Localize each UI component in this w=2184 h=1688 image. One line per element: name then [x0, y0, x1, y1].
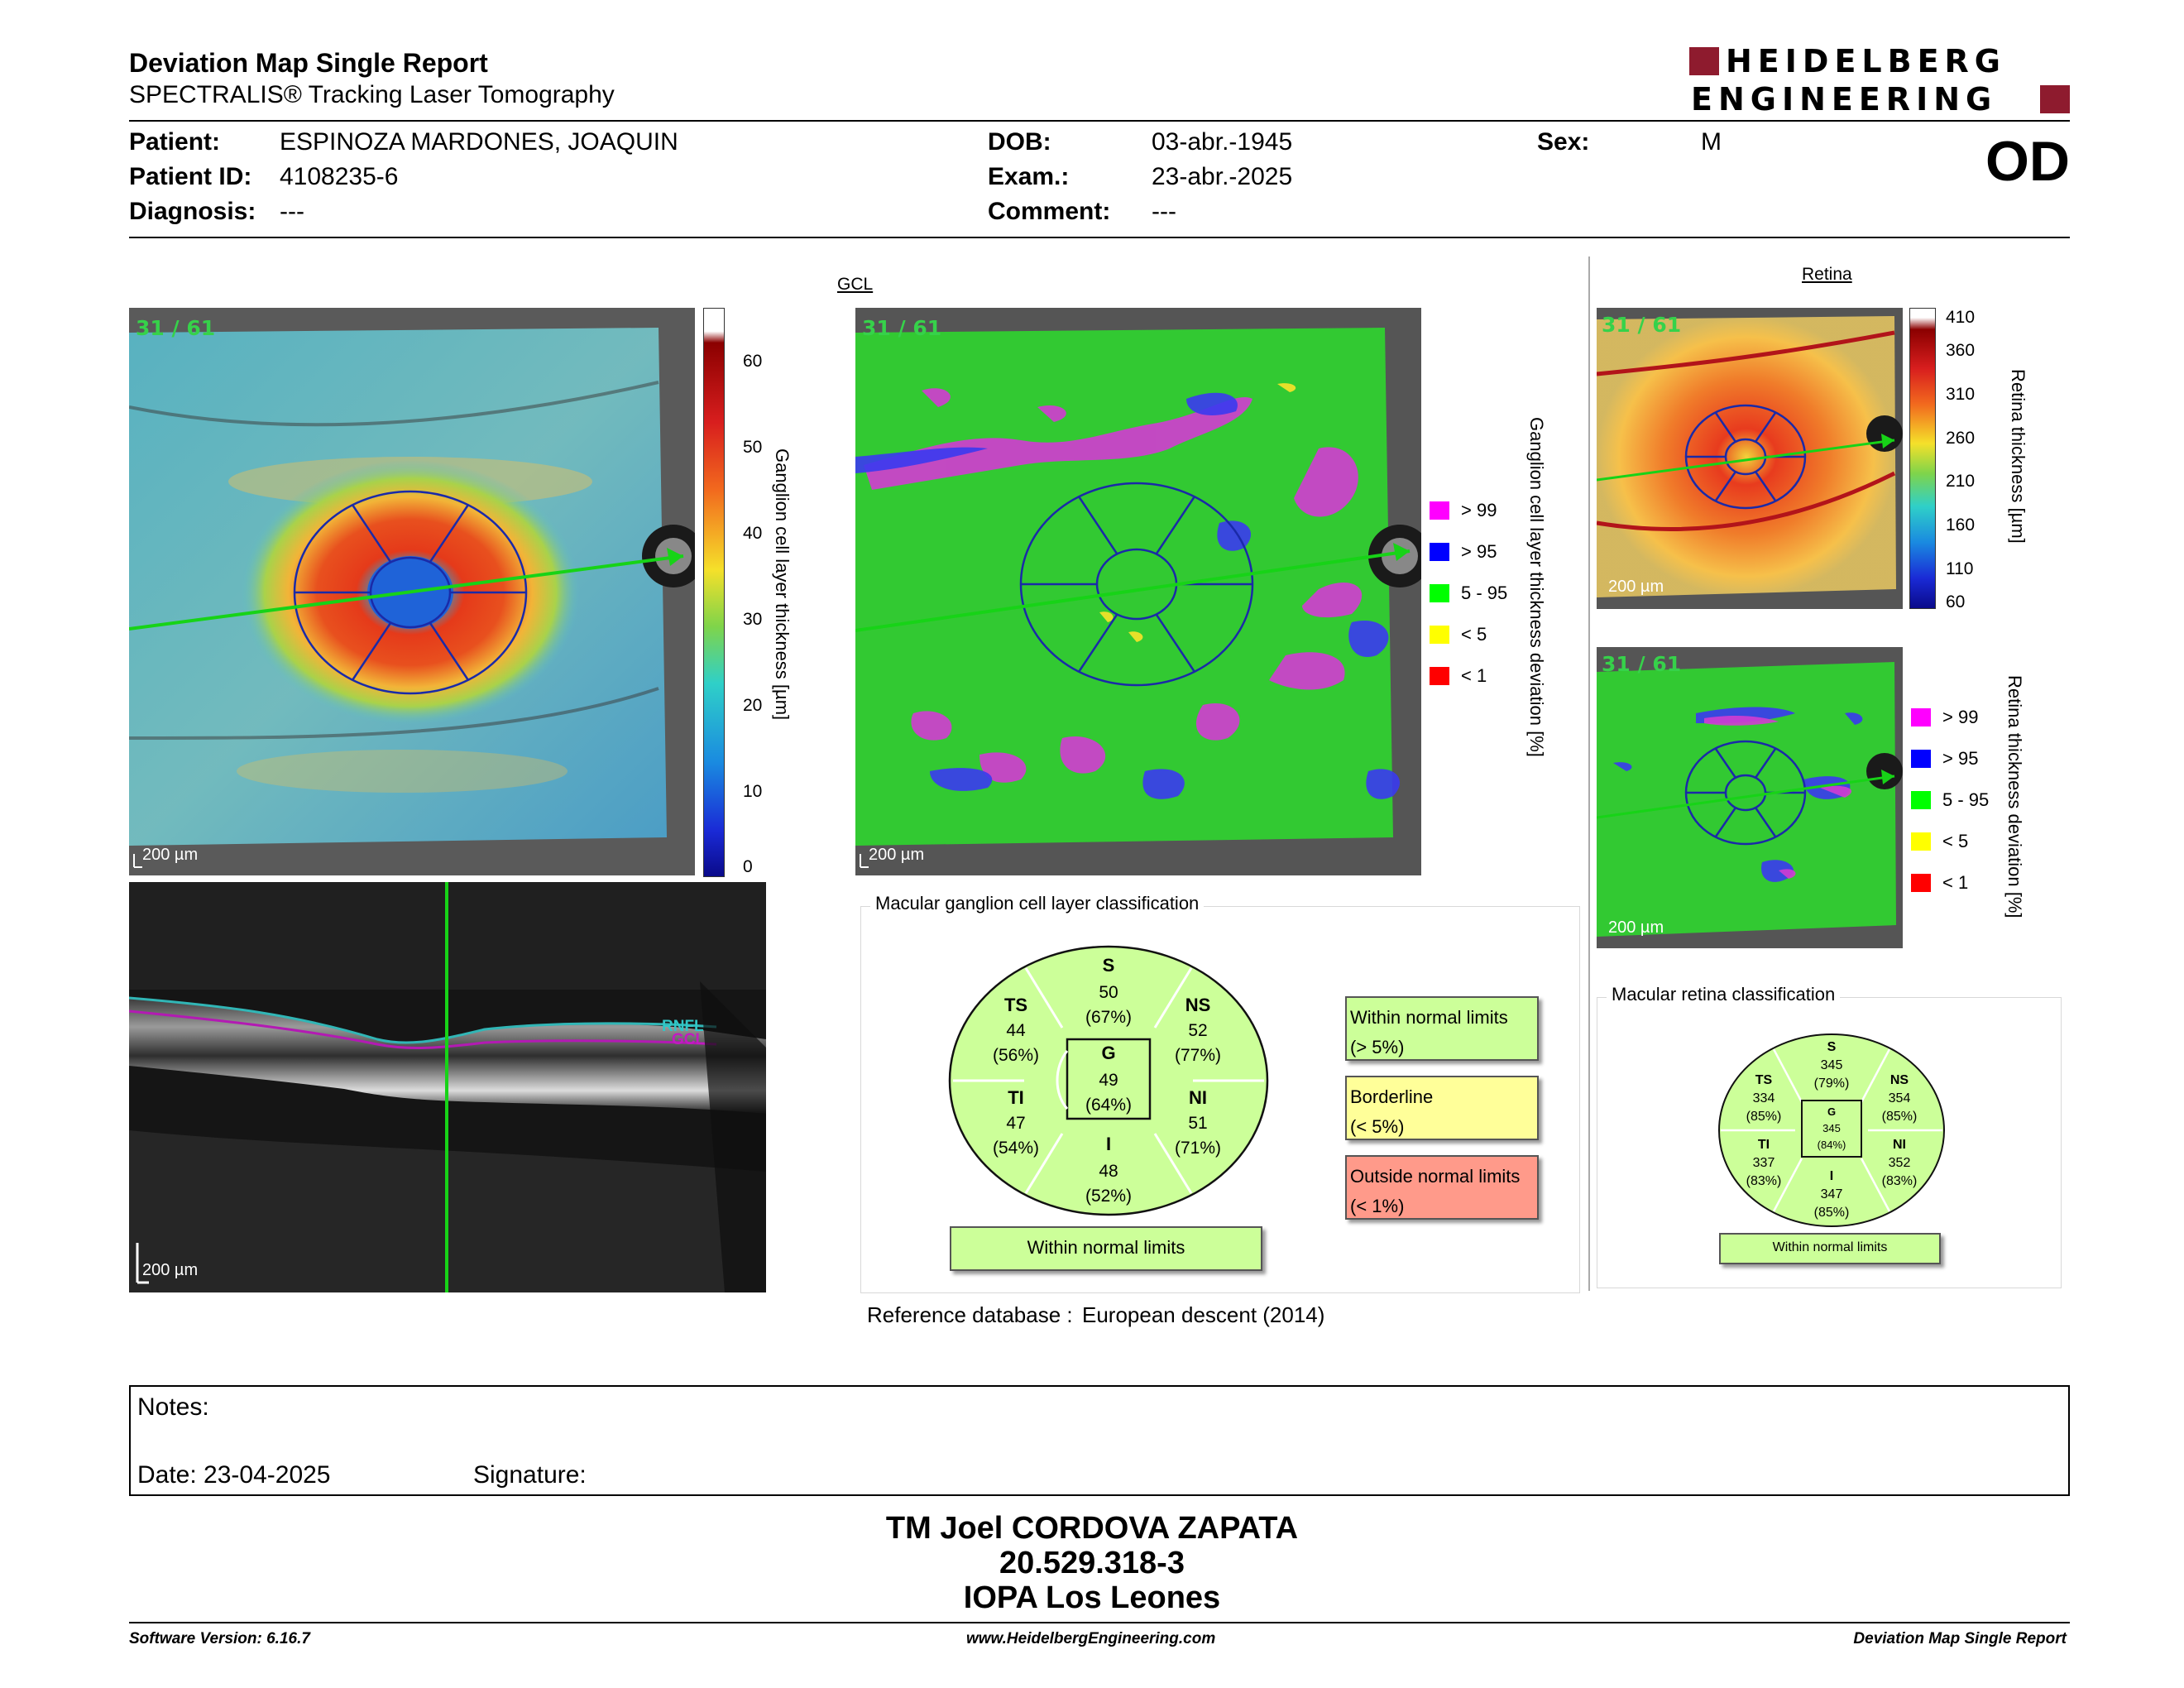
- ret-sector-ns-value: 354: [1888, 1091, 1911, 1105]
- retina-deviation-legend-label: < 1: [1942, 872, 1969, 893]
- gcl-tick: 10: [743, 782, 763, 801]
- sex-value: M: [1701, 128, 1722, 156]
- report-title: Deviation Map Single Report: [129, 48, 488, 78]
- gcl-deviation-legend-label: 5 - 95: [1461, 583, 1508, 603]
- ret-sector-ns-pct: (85%): [1881, 1110, 1918, 1124]
- eye-indicator: OD: [1985, 130, 2070, 193]
- gcl-deviation-legend-label: > 95: [1461, 541, 1497, 562]
- gcl-deviation-legend-label: < 1: [1461, 665, 1487, 686]
- gcl-sector-g-value: 49: [1099, 1071, 1118, 1090]
- retina-panel-label: Retina: [1802, 265, 1852, 284]
- legend-outside-normal: [1345, 1155, 1539, 1220]
- ret-sector-ts-name: TS: [1755, 1073, 1773, 1087]
- scan-counter: 31 / 61: [1602, 652, 1682, 676]
- gcl-tick: 0: [743, 857, 753, 876]
- ret-sector-i-pct: (85%): [1813, 1206, 1850, 1220]
- legend-outside-normal-range: (< 1%): [1350, 1196, 1405, 1216]
- gcl-sector-chart: [946, 943, 1271, 1220]
- gcl-sector-ni-value: 51: [1188, 1114, 1208, 1133]
- ret-sector-i-value: 347: [1820, 1187, 1843, 1201]
- gcl-sector-i-pct: (52%): [1085, 1187, 1133, 1206]
- gcl-sector-ti-pct: (54%): [992, 1139, 1040, 1158]
- gcl-sector-ts-name: TS: [1003, 995, 1028, 1015]
- retina-deviation-legend-label: > 95: [1942, 748, 1979, 769]
- patient-id-label: Patient ID:: [129, 163, 252, 190]
- notes-box[interactable]: [129, 1385, 2070, 1496]
- gcl-sector-s-name: S: [1102, 955, 1115, 976]
- bscan-scale-label: 200 µm: [142, 1261, 199, 1279]
- gcl-sector-ns-value: 52: [1188, 1021, 1208, 1040]
- gcl-tick: 40: [743, 524, 763, 543]
- scan-counter: 31 / 61: [136, 316, 216, 340]
- notes-date: Date: 23-04-2025: [137, 1461, 331, 1489]
- legend-outside-normal-label: Outside normal limits: [1350, 1166, 1521, 1187]
- signer-name: TM Joel CORDOVA ZAPATA: [885, 1511, 1299, 1546]
- legend-borderline: [1345, 1076, 1539, 1140]
- exam-value: 23-abr.-2025: [1152, 163, 1293, 190]
- gcl-label: GCL: [672, 1031, 706, 1048]
- ret-sector-g-pct: (84%): [1817, 1139, 1846, 1151]
- column-divider: [1588, 257, 1590, 1291]
- retina-deviation-legend-swatch: [1911, 874, 1931, 892]
- retina-deviation-map[interactable]: [1597, 647, 1903, 948]
- logo-square-top: [1689, 47, 1719, 75]
- ret-sector-ni-name: NI: [1893, 1138, 1906, 1152]
- gcl-deviation-legend-swatch: [1430, 543, 1449, 561]
- reference-database-value: European descent (2014): [1082, 1302, 1325, 1327]
- gcl-sector-g-pct: (64%): [1085, 1096, 1133, 1115]
- gcl-sector-s-pct: (67%): [1085, 1008, 1133, 1027]
- retina-tick: 160: [1946, 516, 1976, 535]
- ret-sector-ts-pct: (85%): [1746, 1110, 1782, 1124]
- heidelberg-logo: [1689, 45, 2070, 117]
- retina-tick: 110: [1946, 559, 1974, 578]
- signature-label: Signature:: [473, 1461, 587, 1489]
- legend-borderline-range: (< 5%): [1350, 1116, 1405, 1137]
- retina-deviation-legend-swatch: [1911, 750, 1931, 768]
- logo-line2: ENGINEERING: [1691, 81, 1998, 117]
- gcl-sector-ti-name: TI: [1008, 1087, 1024, 1108]
- gcl-tick: 50: [743, 438, 763, 457]
- retina-tick: 260: [1946, 429, 1976, 448]
- ret-sector-s-value: 345: [1820, 1058, 1843, 1072]
- gcl-panel-label: GCL: [837, 275, 874, 294]
- scale-bar-label: 200 µm: [1608, 918, 1664, 937]
- retina-deviation-legend-label: 5 - 95: [1942, 789, 1990, 810]
- gcl-sector-ns-name: NS: [1185, 995, 1211, 1015]
- gcl-tick: 30: [743, 610, 763, 629]
- retina-deviation-legend-swatch: [1911, 708, 1931, 727]
- gcl-sector-i-name: I: [1105, 1134, 1112, 1154]
- gcl-sector-ts-value: 44: [1006, 1021, 1026, 1040]
- retina-colorbar-title: Retina thickness [µm]: [2008, 369, 2028, 544]
- footer-divider: [129, 1622, 2070, 1623]
- ret-sector-ti-pct: (83%): [1746, 1174, 1782, 1188]
- ret-sector-ts-value: 334: [1752, 1091, 1775, 1105]
- gcl-sector-ti-value: 47: [1006, 1114, 1026, 1133]
- rnfl-label: RNFL: [662, 1018, 704, 1035]
- scale-bar-label: 200 µm: [142, 846, 199, 864]
- retina-thickness-map[interactable]: [1597, 308, 1903, 609]
- ret-sector-ns-name: NS: [1889, 1073, 1909, 1087]
- gcl-deviation-title: Ganglion cell layer thickness deviation [%]: [1526, 417, 1547, 757]
- patient-id: 4108235-6: [280, 163, 399, 190]
- exam-label: Exam.:: [988, 163, 1070, 190]
- retina-sector-chart: [1716, 1031, 1947, 1230]
- legend-borderline-label: Borderline: [1350, 1086, 1434, 1107]
- gcl-deviation-map[interactable]: [855, 308, 1421, 875]
- gcl-sector-i-value: 48: [1099, 1162, 1118, 1181]
- gcl-sector-g-name: G: [1101, 1043, 1116, 1063]
- ret-sector-ni-value: 352: [1888, 1156, 1911, 1170]
- gcl-deviation-legend: [1430, 500, 1529, 698]
- gcl-sector-ni-name: NI: [1189, 1087, 1207, 1108]
- sex-label: Sex:: [1537, 128, 1590, 156]
- legend-within-normal-label: Within normal limits: [1350, 1007, 1508, 1028]
- retina-deviation-legend: [1911, 707, 2010, 905]
- logo-line1: HEIDELBERG: [1726, 43, 2006, 79]
- diagnosis-value: ---: [280, 198, 304, 225]
- comment-label: Comment:: [988, 198, 1111, 225]
- ret-sector-s-pct: (79%): [1813, 1077, 1850, 1091]
- ret-sector-s-name: S: [1827, 1040, 1837, 1054]
- retina-result-badge: Within normal limits: [1719, 1233, 1941, 1264]
- retina-classification-title: Macular retina classification: [1607, 984, 1840, 1005]
- legend-within-normal: [1345, 996, 1539, 1061]
- footer-report-name: Deviation Map Single Report: [1853, 1630, 2067, 1647]
- gcl-deviation-legend-swatch: [1430, 626, 1449, 644]
- retina-deviation-legend-label: < 5: [1942, 831, 1969, 851]
- oct-bscan[interactable]: [129, 882, 766, 1292]
- patient-name: ESPINOZA MARDONES, JOAQUIN: [280, 128, 678, 156]
- retina-tick: 310: [1946, 385, 1976, 404]
- gcl-sector-s-value: 50: [1099, 983, 1118, 1002]
- retina-tick: 210: [1946, 472, 1976, 491]
- gcl-deviation-legend-label: > 99: [1461, 500, 1497, 520]
- retina-deviation-title: Retina thickness deviation [%]: [2004, 675, 2025, 918]
- retina-deviation-legend-swatch: [1911, 791, 1931, 809]
- scan-counter: 31 / 61: [862, 316, 942, 340]
- retina-tick: 410: [1946, 308, 1976, 327]
- gcl-deviation-legend-label: < 5: [1461, 624, 1487, 645]
- reference-database-label: Reference database :: [867, 1302, 1073, 1327]
- ret-sector-g-value: 345: [1822, 1122, 1841, 1134]
- diagnosis-label: Diagnosis:: [129, 198, 256, 225]
- ret-sector-ni-pct: (83%): [1881, 1174, 1918, 1188]
- signer-institution: IOPA Los Leones: [963, 1580, 1221, 1615]
- gcl-sector-ns-pct: (77%): [1174, 1046, 1222, 1065]
- retina-thickness-colorbar: [1909, 308, 1936, 609]
- gcl-sector-ni-pct: (71%): [1174, 1139, 1222, 1158]
- scan-counter: 31 / 61: [1602, 313, 1682, 337]
- gcl-tick: 60: [743, 352, 763, 371]
- software-version: Software Version: 6.16.7: [129, 1630, 310, 1647]
- gcl-result-badge: Within normal limits: [950, 1226, 1262, 1271]
- retina-tick: 60: [1946, 592, 1966, 611]
- legend-within-normal-range: (> 5%): [1350, 1037, 1405, 1057]
- retina-deviation-legend-label: > 99: [1942, 707, 1979, 727]
- ret-sector-ti-value: 337: [1752, 1156, 1775, 1170]
- gcl-thickness-colorbar: [703, 308, 725, 877]
- website-link[interactable]: www.HeidelbergEngineering.com: [966, 1630, 1216, 1647]
- ret-sector-ti-name: TI: [1757, 1138, 1770, 1152]
- notes-label: Notes:: [137, 1393, 209, 1421]
- gcl-sector-ts-pct: (56%): [992, 1046, 1040, 1065]
- scale-bar-label: 200 µm: [869, 846, 925, 864]
- dob-value: 03-abr.-1945: [1152, 128, 1293, 156]
- gcl-classification-title: Macular ganglion cell layer classification: [870, 893, 1204, 914]
- patient-label: Patient:: [129, 128, 221, 156]
- retina-tick: 360: [1946, 341, 1976, 360]
- dob-label: DOB:: [988, 128, 1051, 156]
- gcl-colorbar-title: Ganglion cell layer thickness [µm]: [772, 448, 793, 721]
- retina-deviation-legend-swatch: [1911, 832, 1931, 851]
- ret-sector-g-name: G: [1827, 1105, 1837, 1118]
- ret-sector-i-name: I: [1829, 1169, 1834, 1183]
- report-subtitle: SPECTRALIS® Tracking Laser Tomography: [129, 81, 615, 108]
- header-divider: [129, 120, 2070, 122]
- gcl-thickness-map[interactable]: [129, 308, 695, 875]
- gcl-deviation-legend-swatch: [1430, 667, 1449, 685]
- signer-rut: 20.529.318-3: [999, 1546, 1185, 1580]
- gcl-deviation-legend-swatch: [1430, 584, 1449, 602]
- scale-bar-label: 200 µm: [1608, 578, 1664, 596]
- gcl-tick: 20: [743, 696, 763, 715]
- logo-square-bottom: [2040, 85, 2070, 113]
- comment-value: ---: [1152, 198, 1176, 225]
- patient-divider: [129, 237, 2070, 238]
- gcl-deviation-legend-swatch: [1430, 501, 1449, 520]
